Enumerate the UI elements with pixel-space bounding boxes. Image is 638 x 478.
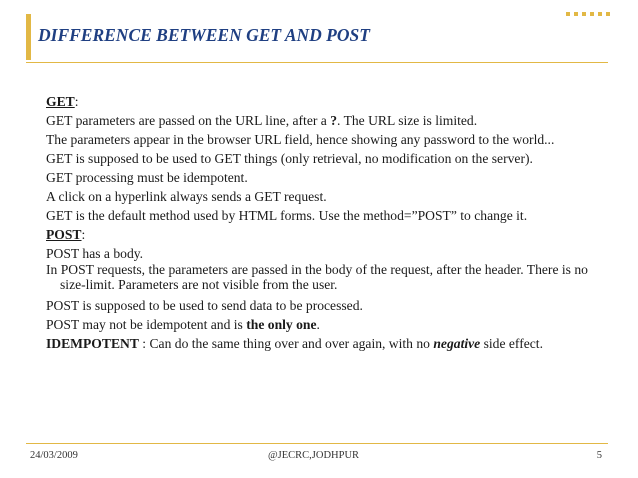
idempotent-definition-text: : Can do the same thing over and over again, with no: [138, 336, 434, 351]
get-line-1-text: GET parameters are passed on the URL line, after a: [46, 113, 331, 128]
get-line-5: A click on a hyperlink always sends a GET request.: [46, 189, 327, 204]
idempotent-definition-tail: side effect.: [480, 336, 543, 351]
get-heading-colon: :: [74, 94, 79, 109]
footer-organization: @JECRC,JODHPUR: [268, 450, 360, 461]
post-heading: POST: [46, 227, 82, 242]
get-line-1: [46, 111, 616, 130]
post-heading-colon: :: [81, 227, 86, 242]
footer-page-number: 5: [596, 450, 602, 461]
post-heading-line: [46, 225, 616, 244]
get-heading: GET: [46, 94, 75, 109]
post-line-3: POST is supposed to be used to send data to be processed.: [46, 298, 363, 313]
idempotent-definition: [46, 334, 616, 353]
post-line-4-tail: .: [316, 317, 320, 332]
get-line-6: GET is the default method used by HTML forms. Use the method=”POST” to change it.: [46, 208, 528, 223]
post-line-4-text: POST may not be idempotent and is: [46, 317, 247, 332]
the-only-one-emphasis: the only one: [246, 317, 317, 332]
slide-content: [46, 92, 616, 353]
title-accent-dots: [566, 12, 610, 16]
slide-title: DIFFERENCE BETWEEN GET AND POST: [38, 25, 370, 45]
title-divider: [26, 62, 608, 63]
post-line-2: In POST requests, the parameters are passed in the body of the request, after the header. There is no size-limit. Parameters are not visible from the user.: [46, 262, 588, 292]
footer-divider: [26, 443, 608, 444]
idempotent-term: IDEMPOTENT: [46, 336, 139, 351]
footer-date: 24/03/2009: [30, 450, 78, 461]
post-line-4: [46, 315, 616, 334]
get-line-4: GET processing must be idempotent.: [46, 170, 248, 185]
get-heading-line: [46, 92, 616, 111]
get-line-3: GET is supposed to be used to GET things (only retrieval, no modification on the server).: [46, 151, 533, 166]
title-accent-bar: [26, 14, 31, 60]
question-mark: ?: [330, 113, 338, 128]
get-line-2: The parameters appear in the browser URL field, hence showing any password to the world...: [46, 132, 555, 147]
negative-emphasis: negative: [433, 336, 481, 351]
post-line-1: POST has a body.: [46, 246, 144, 261]
get-line-1-tail: . The URL size is limited.: [337, 113, 478, 128]
